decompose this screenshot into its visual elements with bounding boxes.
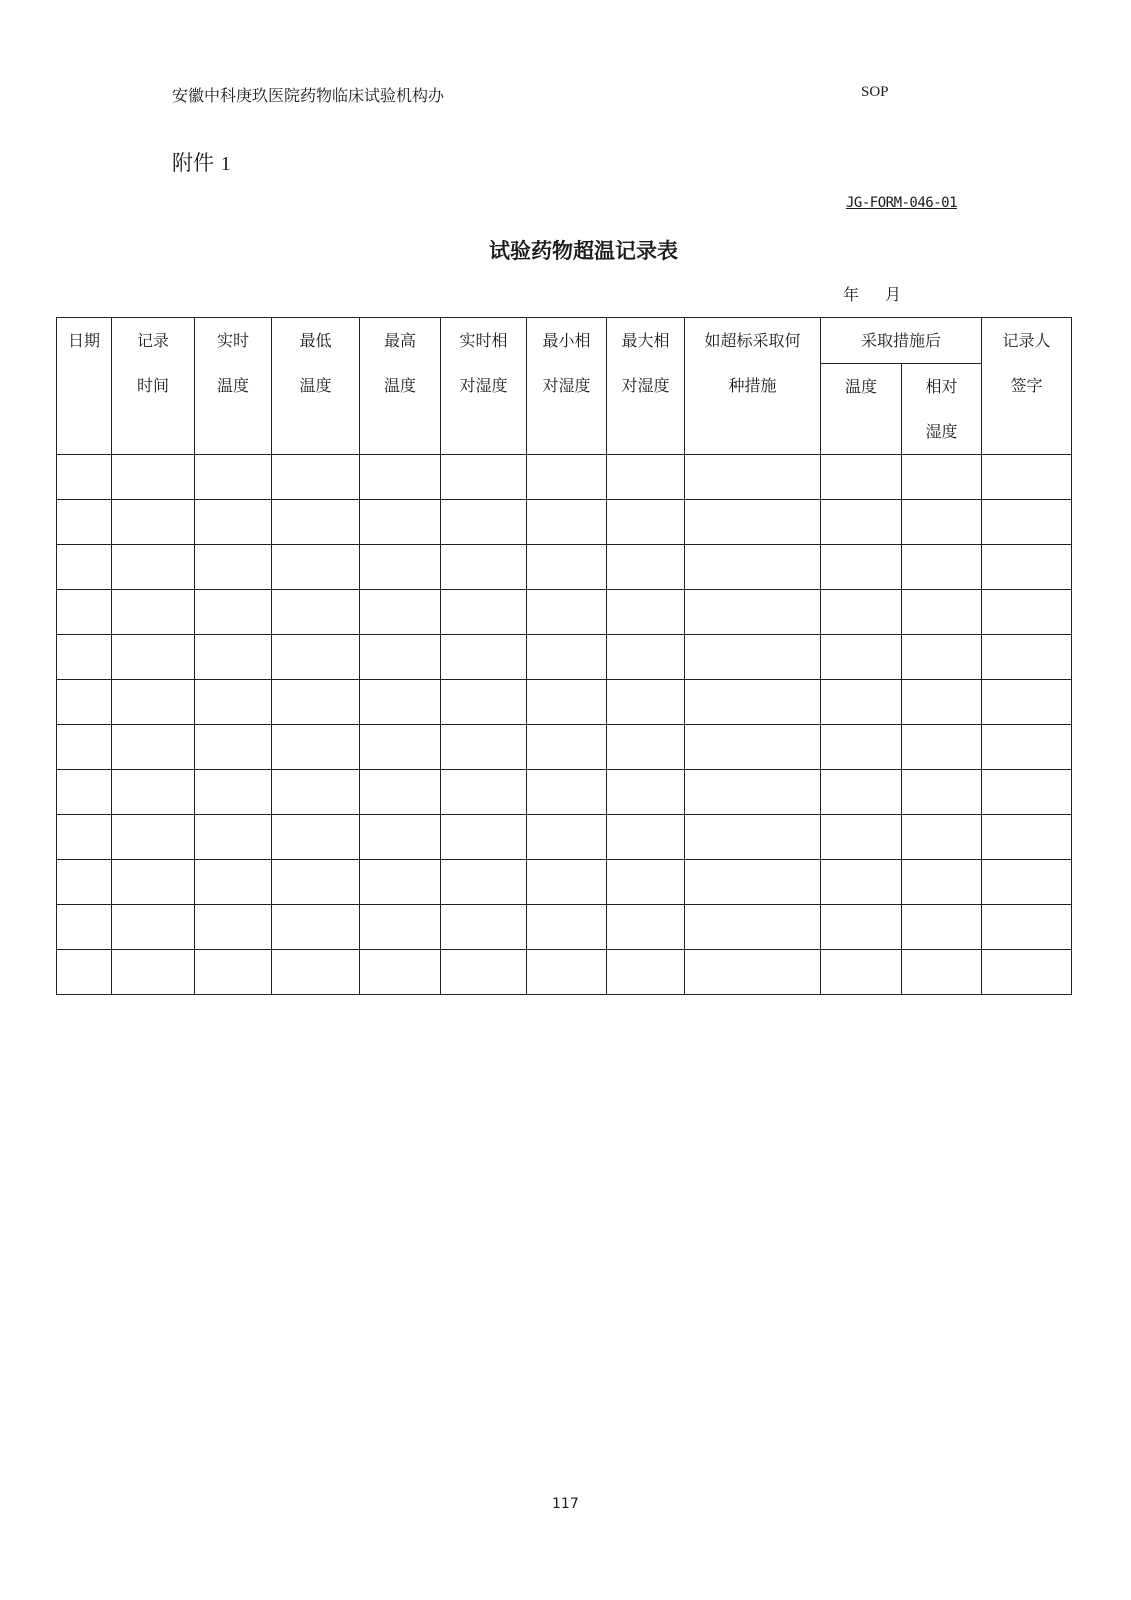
table-cell[interactable] — [272, 725, 360, 770]
table-cell[interactable] — [360, 500, 441, 545]
table-cell[interactable] — [57, 860, 112, 905]
table-cell[interactable] — [441, 770, 527, 815]
header-cell: 实时相 对湿度 — [441, 318, 527, 455]
header-cell: 如超标采取何 种措施 — [685, 318, 821, 455]
table-row — [57, 770, 1072, 815]
table-body — [57, 455, 1072, 995]
table-cell[interactable] — [982, 680, 1072, 725]
table-cell[interactable] — [360, 770, 441, 815]
table-cell[interactable] — [195, 770, 272, 815]
table-cell[interactable] — [441, 815, 527, 860]
table-cell[interactable] — [272, 815, 360, 860]
table-cell[interactable] — [112, 770, 195, 815]
table-cell[interactable] — [685, 590, 821, 635]
table-cell[interactable] — [360, 860, 441, 905]
table-cell[interactable] — [272, 905, 360, 950]
table-cell[interactable] — [821, 905, 902, 950]
table-cell[interactable] — [527, 770, 607, 815]
table-cell[interactable] — [607, 680, 685, 725]
table-cell[interactable] — [902, 545, 982, 590]
table-cell[interactable] — [902, 500, 982, 545]
table-row — [57, 950, 1072, 995]
table-cell[interactable] — [441, 905, 527, 950]
table-cell[interactable] — [982, 455, 1072, 500]
table-cell[interactable] — [527, 860, 607, 905]
table-cell[interactable] — [112, 680, 195, 725]
table-cell[interactable] — [57, 680, 112, 725]
table-cell[interactable] — [527, 500, 607, 545]
table-cell[interactable] — [441, 725, 527, 770]
table-cell[interactable] — [607, 635, 685, 680]
table-cell[interactable] — [272, 545, 360, 590]
table-cell[interactable] — [360, 635, 441, 680]
table-row — [57, 815, 1072, 860]
table-cell[interactable] — [441, 950, 527, 995]
table-cell[interactable] — [195, 725, 272, 770]
table-cell[interactable] — [902, 905, 982, 950]
table-cell[interactable] — [685, 635, 821, 680]
table-cell[interactable] — [195, 680, 272, 725]
table-cell[interactable] — [360, 680, 441, 725]
table-row — [57, 725, 1072, 770]
table-cell[interactable] — [607, 860, 685, 905]
table-cell[interactable] — [527, 725, 607, 770]
table-cell[interactable] — [57, 725, 112, 770]
table-cell[interactable] — [685, 500, 821, 545]
table-cell[interactable] — [821, 545, 902, 590]
header-cell: 最小相 对湿度 — [527, 318, 607, 455]
table-cell[interactable] — [57, 545, 112, 590]
table-cell[interactable] — [441, 860, 527, 905]
table-cell[interactable] — [195, 635, 272, 680]
table-cell[interactable] — [902, 680, 982, 725]
table-cell[interactable] — [685, 725, 821, 770]
table-cell[interactable] — [112, 590, 195, 635]
table-cell[interactable] — [607, 905, 685, 950]
header-cell: 最大相 对湿度 — [607, 318, 685, 455]
table-cell[interactable] — [195, 590, 272, 635]
table-row — [57, 680, 1072, 725]
table-cell[interactable] — [195, 950, 272, 995]
table-cell[interactable] — [685, 545, 821, 590]
table-cell[interactable] — [57, 950, 112, 995]
table-cell[interactable] — [527, 455, 607, 500]
table-cell[interactable] — [607, 950, 685, 995]
table-cell[interactable] — [685, 905, 821, 950]
table-cell[interactable] — [821, 455, 902, 500]
table-row — [57, 860, 1072, 905]
table-cell[interactable] — [982, 500, 1072, 545]
table-cell[interactable] — [272, 635, 360, 680]
table-cell[interactable] — [360, 815, 441, 860]
table-cell[interactable] — [902, 725, 982, 770]
table-row — [57, 500, 1072, 545]
table-cell[interactable] — [57, 905, 112, 950]
table-cell[interactable] — [441, 500, 527, 545]
table-cell[interactable] — [607, 500, 685, 545]
table-cell[interactable] — [272, 770, 360, 815]
table-cell[interactable] — [360, 950, 441, 995]
table-cell[interactable] — [982, 590, 1072, 635]
table-cell[interactable] — [982, 635, 1072, 680]
header-cell: 最高 温度 — [360, 318, 441, 455]
table-cell[interactable] — [112, 815, 195, 860]
table-cell[interactable] — [527, 680, 607, 725]
table-cell[interactable] — [982, 815, 1072, 860]
sub-header-cell: 温度 — [821, 364, 902, 455]
table-cell[interactable] — [57, 815, 112, 860]
table-cell[interactable] — [112, 455, 195, 500]
table-cell[interactable] — [685, 455, 821, 500]
table-cell[interactable] — [195, 545, 272, 590]
table-row — [57, 905, 1072, 950]
table-cell[interactable] — [527, 635, 607, 680]
table-cell[interactable] — [360, 905, 441, 950]
month-label: 月 — [885, 285, 902, 304]
table-cell[interactable] — [902, 815, 982, 860]
header-cell: 记录 时间 — [112, 318, 195, 455]
table-cell[interactable] — [685, 680, 821, 725]
table-cell[interactable] — [272, 455, 360, 500]
table-cell[interactable] — [112, 950, 195, 995]
table-cell[interactable] — [527, 590, 607, 635]
table-cell[interactable] — [360, 455, 441, 500]
form-code: JG-FORM-046-01 — [846, 195, 958, 211]
table-cell[interactable] — [607, 725, 685, 770]
table-cell[interactable] — [195, 815, 272, 860]
attachment-text: 附件 — [172, 151, 214, 175]
sub-header-cell: 相对 湿度 — [902, 364, 982, 455]
table-cell[interactable] — [821, 815, 902, 860]
table-cell[interactable] — [607, 545, 685, 590]
table-row — [57, 455, 1072, 500]
attachment-number: 1 — [220, 153, 231, 175]
header-cell: 最低 温度 — [272, 318, 360, 455]
header-cell: 日期 — [57, 318, 112, 455]
attachment-label — [172, 147, 231, 177]
header-cell: 实时 温度 — [195, 318, 272, 455]
table-cell[interactable] — [360, 590, 441, 635]
year-month-field — [843, 282, 901, 305]
table-cell[interactable] — [902, 770, 982, 815]
table-cell[interactable] — [112, 500, 195, 545]
table-cell[interactable] — [527, 950, 607, 995]
table-cell[interactable] — [685, 815, 821, 860]
table-cell[interactable] — [441, 455, 527, 500]
table-cell[interactable] — [441, 680, 527, 725]
table-cell[interactable] — [441, 545, 527, 590]
table-cell[interactable] — [821, 500, 902, 545]
table-cell[interactable] — [982, 545, 1072, 590]
table-cell[interactable] — [195, 500, 272, 545]
table-cell[interactable] — [195, 860, 272, 905]
table-row — [57, 545, 1072, 590]
table-cell[interactable] — [441, 635, 527, 680]
table-cell[interactable] — [57, 770, 112, 815]
table-cell[interactable] — [982, 860, 1072, 905]
table-cell[interactable] — [902, 635, 982, 680]
table-cell[interactable] — [272, 500, 360, 545]
table-cell[interactable] — [821, 950, 902, 995]
table-cell[interactable] — [685, 860, 821, 905]
table-cell[interactable] — [57, 590, 112, 635]
table-cell[interactable] — [57, 635, 112, 680]
table-cell[interactable] — [982, 905, 1072, 950]
table-cell[interactable] — [607, 455, 685, 500]
table-cell[interactable] — [112, 635, 195, 680]
table-cell[interactable] — [527, 815, 607, 860]
doc-type-label: SOP — [861, 84, 889, 100]
table-cell[interactable] — [902, 860, 982, 905]
table-row — [57, 635, 1072, 680]
table-cell[interactable] — [112, 860, 195, 905]
header-cell: 记录人 签字 — [982, 318, 1072, 455]
table-cell[interactable] — [821, 680, 902, 725]
table-cell[interactable] — [195, 455, 272, 500]
table-cell[interactable] — [607, 815, 685, 860]
table-cell[interactable] — [685, 770, 821, 815]
table-cell[interactable] — [821, 770, 902, 815]
table-cell[interactable] — [821, 860, 902, 905]
table-cell[interactable] — [112, 545, 195, 590]
table-cell[interactable] — [112, 905, 195, 950]
table-cell[interactable] — [685, 950, 821, 995]
table-cell[interactable] — [821, 590, 902, 635]
record-table — [56, 317, 1072, 995]
table-row — [57, 590, 1072, 635]
table-cell[interactable] — [272, 950, 360, 995]
table-cell[interactable] — [441, 590, 527, 635]
table-cell[interactable] — [821, 725, 902, 770]
table-cell[interactable] — [57, 500, 112, 545]
table-cell[interactable] — [272, 680, 360, 725]
table-cell[interactable] — [112, 725, 195, 770]
table-cell[interactable] — [902, 455, 982, 500]
table-cell[interactable] — [821, 635, 902, 680]
table-cell[interactable] — [607, 770, 685, 815]
page-number: 117 — [552, 1496, 579, 1512]
group-header-cell: 采取措施后 — [821, 318, 982, 364]
table-cell[interactable] — [902, 950, 982, 995]
organization-header: 安徽中科庚玖医院药物临床试验机构办 — [172, 86, 445, 105]
table-cell[interactable] — [902, 590, 982, 635]
table-cell[interactable] — [982, 950, 1072, 995]
table-cell[interactable] — [272, 590, 360, 635]
year-label: 年 — [843, 285, 860, 304]
table-cell[interactable] — [360, 725, 441, 770]
table-cell[interactable] — [527, 545, 607, 590]
table-cell[interactable] — [982, 725, 1072, 770]
table-cell[interactable] — [57, 455, 112, 500]
table-cell[interactable] — [195, 905, 272, 950]
form-title: 试验药物超温记录表 — [489, 239, 678, 263]
table-cell[interactable] — [982, 770, 1072, 815]
table-cell[interactable] — [607, 590, 685, 635]
table-cell[interactable] — [527, 905, 607, 950]
table-cell[interactable] — [360, 545, 441, 590]
table-cell[interactable] — [272, 860, 360, 905]
